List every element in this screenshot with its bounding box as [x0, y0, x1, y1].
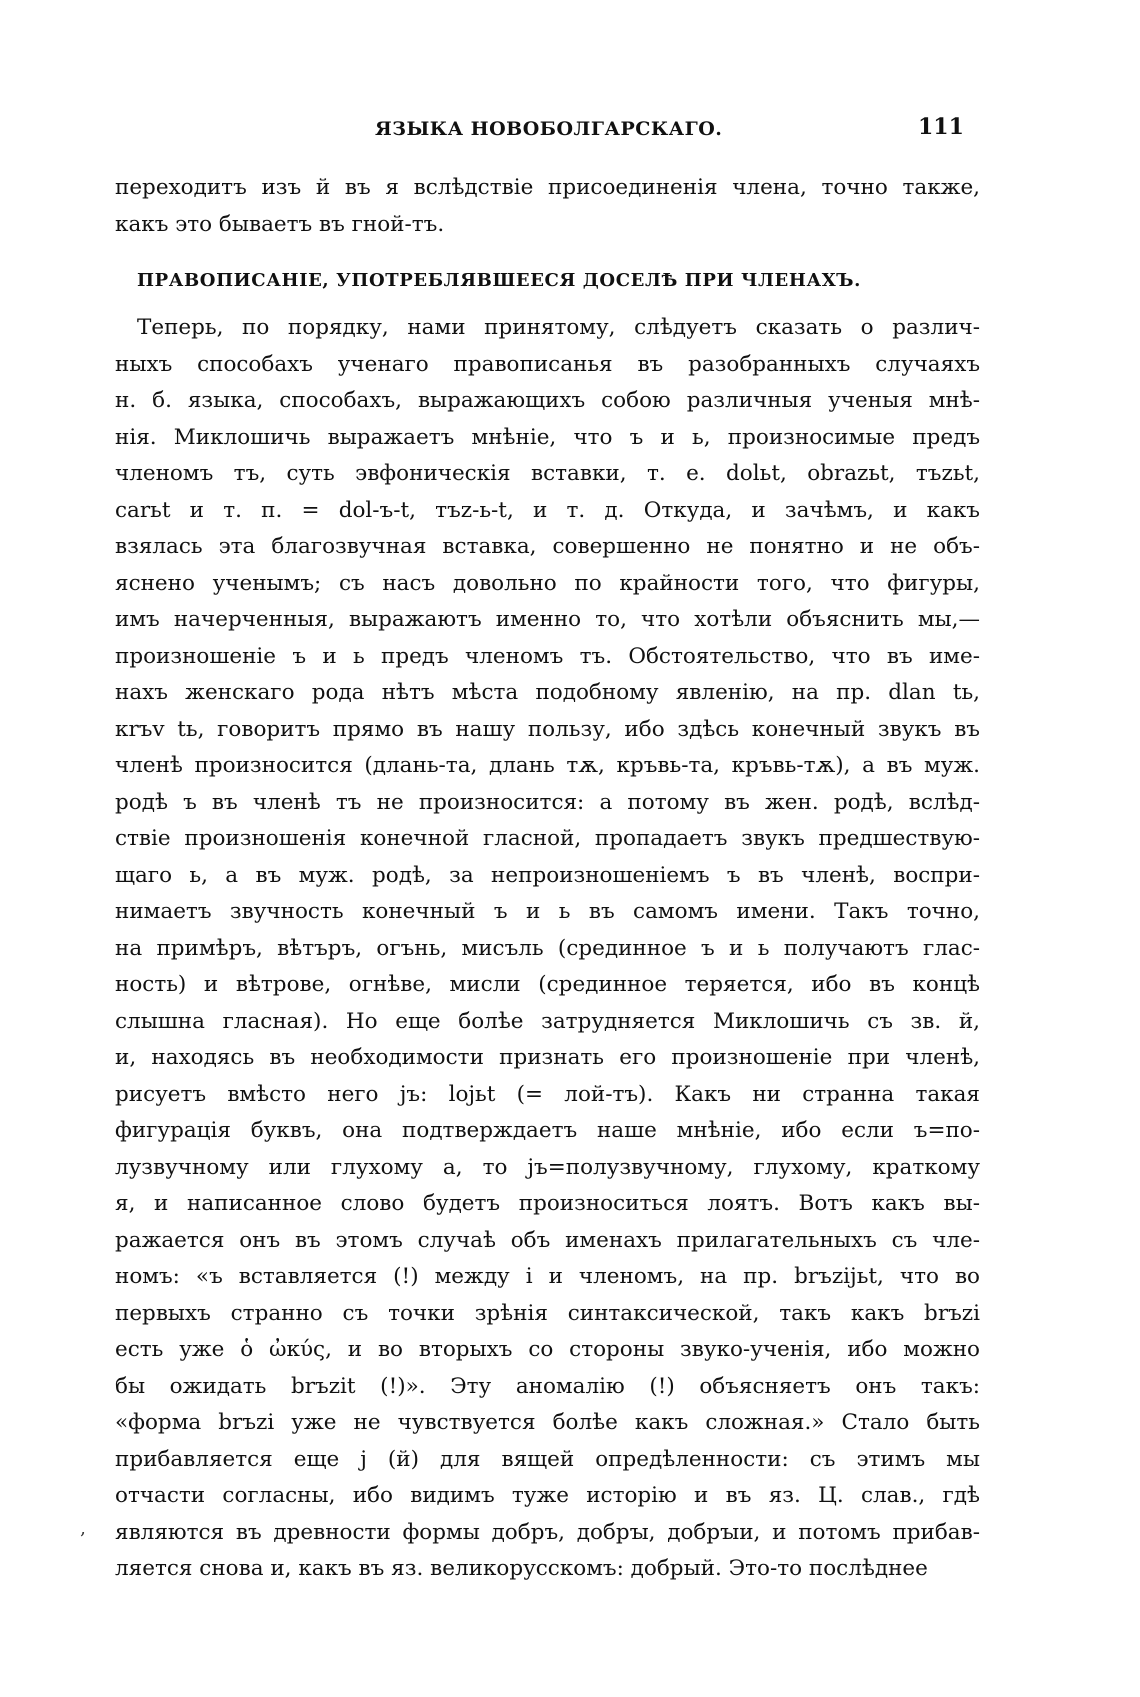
text-line: на примѣръ, вѣтъръ, огънь, мисъль (срединное ъ и ь получаютъ глас- — [115, 935, 980, 961]
running-title: ЯЗЫКА НОВОБОЛГАРСКАГО. — [375, 118, 723, 140]
text-line: ствіе произношенія конечной гласной, пропадаетъ звукъ предшествую- — [115, 826, 980, 851]
text-line: какъ это бываетъ въ гной-тъ. — [115, 211, 445, 237]
text-line: щаго ь, а въ муж. родѣ, за непроизношеніемъ ъ въ членѣ, воспри- — [115, 862, 980, 888]
text-line: номъ: «ъ вставляется (!) между і и членомъ, на пр. brъzijьt, что во — [115, 1264, 980, 1289]
stray-ink-mark: ‚ — [80, 1518, 86, 1539]
text-line: и, находясь въ необходимости признать его произношеніе при членѣ, — [115, 1045, 980, 1070]
text-line: я, и написанное слово будетъ произноситься лоятъ. Вотъ какъ вы- — [115, 1191, 980, 1216]
text-line: имъ начерченныя, выражаютъ именно то, что хотѣли объяснить мы,— — [115, 607, 980, 632]
page-number: 111 — [918, 114, 964, 140]
intro-paragraph — [115, 170, 980, 243]
text-line: слышна гласная). Но еще болѣе затрудняется Миклошичь съ зв. й, — [115, 1008, 980, 1034]
main-paragraph — [115, 310, 980, 1588]
text-line: родѣ ъ въ членѣ тъ не произносится: а потому въ жен. родѣ, вслѣд- — [115, 789, 980, 815]
text-line: есть уже ὁ ὠκύς, и во вторыхъ со стороны звуко-ученія, ибо можно — [115, 1337, 980, 1362]
text-line: нія. Миклошичь выражаетъ мнѣніе, что ъ и ь, произносимые предъ — [115, 424, 980, 450]
text-line: сarьt и т. п. = dol-ъ-t, тъz-ь-t, и т. д. Откуда, и зачѣмъ, и какъ — [115, 497, 980, 523]
text-line: рисуетъ вмѣсто него jъ: lojьt (= лой-тъ). Какъ ни странна такая — [115, 1081, 980, 1107]
text-line: ражается онъ въ этомъ случаѣ объ именахъ прилагательныхъ съ чле- — [115, 1227, 980, 1253]
text-line: взялась эта благозвучная вставка, совершенно не понятно и не объ- — [115, 534, 980, 559]
text-line: бы ожидать brъzit (!)». Эту аномалію (!) объясняетъ онъ такъ: — [115, 1373, 980, 1399]
text-line: первыхъ странно съ точки зрѣнія синтаксической, такъ какъ brъzi — [115, 1300, 980, 1326]
text-line: н. б. языка, способахъ, выражающихъ собою различныя ученыя мнѣ- — [115, 388, 980, 413]
text-line: членомъ тъ, суть эвфоническія вставки, т. е. dolьt, obrazьt, тъzьt, — [115, 461, 980, 486]
text-line: яснено ученымъ; съ насъ довольно по крайности того, что фигуры, — [115, 570, 980, 596]
text-line: «форма brъzi уже не чувствуется болѣе какъ сложная.» Стало быть — [115, 1410, 980, 1435]
text-line: членѣ произносится (длань-та, длань тѫ, кръвь-та, кръвь-тѫ), а въ муж. — [115, 753, 980, 778]
text-line: переходитъ изъ й въ я вслѣдствіе присоединенія члена, точно также, — [115, 175, 980, 200]
text-line: нахъ женскаго рода нѣтъ мѣста подобному явленію, на пр. dlan tь, — [115, 680, 980, 705]
text-line: нимаетъ звучность конечный ъ и ь въ самомъ имени. Такъ точно, — [115, 899, 980, 924]
text-line: фигурація буквъ, она подтверждаетъ наше мнѣніе, ибо если ъ=по- — [115, 1118, 980, 1143]
text-line: ность) и вѣтрове, огнѣве, мисли (срединное теряется, ибо въ концѣ — [115, 972, 980, 997]
text-line: являются въ древности формы добръ, добрꙑ, добрꙑи, и потомъ прибав- — [115, 1519, 980, 1545]
text-line: Теперь, по порядку, нами принятому, слѣдуетъ сказать о различ- — [137, 315, 980, 340]
text-line: прибавляется еще j (й) для вящей опредѣленности: съ этимъ мы — [115, 1446, 980, 1472]
section-heading: ПРАВОПИСАНІЕ, УПОТРЕБЛЯВШЕЕСЯ ДОСЕЛѢ ПРИ ЧЛЕНАХЪ. — [137, 270, 861, 291]
text-line: отчасти согласны, ибо видимъ туже исторію и въ яз. Ц. слав., гдѣ — [115, 1483, 980, 1508]
text-line: ляется снова и, какъ въ яз. великорусскомъ: добрый. Это-то послѣднее — [115, 1556, 928, 1581]
text-line: кrъv tь, говоритъ прямо въ нашу пользу, ибо здѣсь конечный звукъ въ — [115, 716, 980, 742]
text-line: лузвучному или глухому а, то jъ=полузвучному, глухому, краткому — [115, 1154, 980, 1180]
text-line: произношеніе ъ и ь предъ членомъ тъ. Обстоятельство, что въ име- — [115, 643, 980, 669]
text-line: ныхъ способахъ ученаго правописанья въ разобранныхъ случаяхъ — [115, 351, 980, 377]
